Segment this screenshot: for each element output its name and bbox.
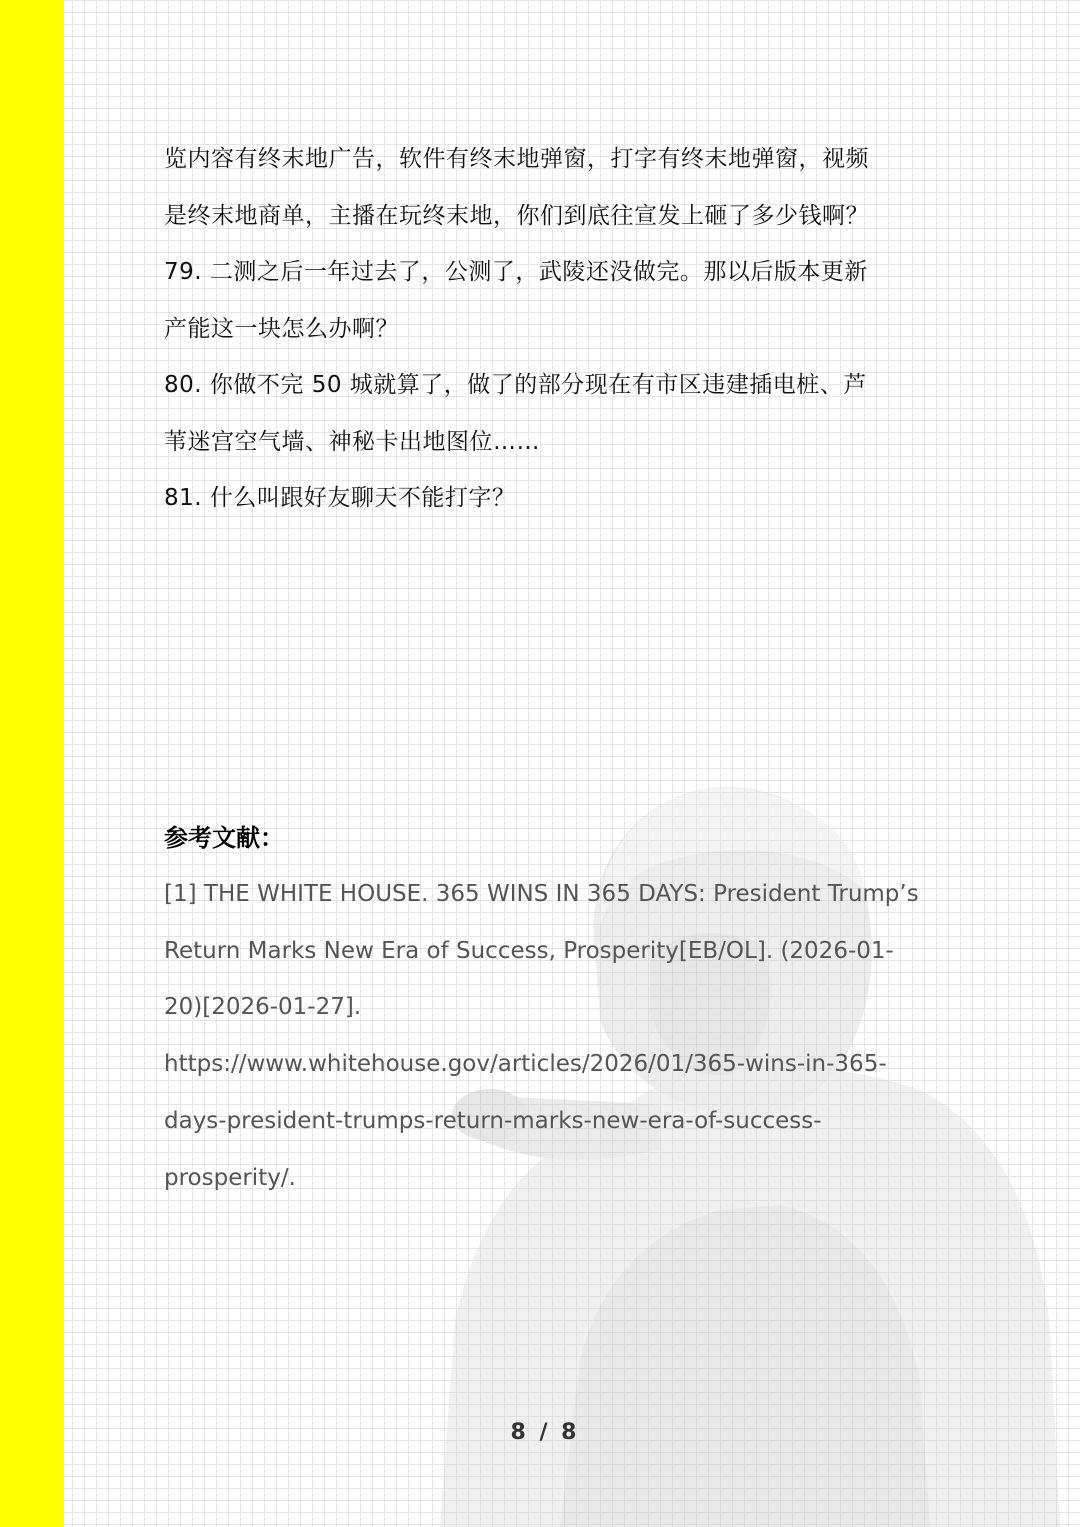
reference-line: [1] THE WHITE HOUSE. 365 WINS IN 365 DAYS: President Trump’s — [164, 881, 919, 907]
reference-url-line[interactable]: prosperity/. — [164, 1164, 296, 1191]
body-line-item-79: 79. 二测之后一年过去了，公测了，武陵还没做完。那以后版本更新 — [164, 259, 868, 285]
reference-line: Return Marks New Era of Success, Prosperity[EB/OL]. (2026-01- — [164, 937, 894, 964]
references-list — [164, 866, 924, 1206]
reference-line: 20)[2026-01-27]. — [164, 994, 362, 1021]
references-heading: 参考文献： — [164, 824, 284, 852]
yellow-accent-bar — [0, 0, 64, 1527]
body-line: 是终末地商单，主播在玩终末地，你们到底往宣发上砸了多少钱啊？ — [164, 202, 869, 229]
page-number: 8 / 8 — [510, 1420, 580, 1445]
reference-url-line[interactable]: days-president-trumps-return-marks-new-era-of-success- — [164, 1107, 822, 1134]
body-line-item-81: 81. 什么叫跟好友聊天不能打字？ — [164, 485, 516, 511]
body-text-block — [164, 131, 934, 527]
body-line: 苇迷宫空气墙、神秘卡出地图位…… — [164, 428, 540, 455]
reference-url-line[interactable]: https://www.whitehouse.gov/articles/2026/01/365-wins-in-365- — [164, 1051, 887, 1078]
body-line: 览内容有终末地广告，软件有终末地弹窗，打字有终末地弹窗，视频 — [164, 146, 869, 172]
body-line: 产能这一块怎么办啊？ — [164, 315, 399, 342]
body-line-item-80: 80. 你做不完 50 城就算了，做了的部分现在有市区违建插电桩、芦 — [164, 372, 867, 398]
